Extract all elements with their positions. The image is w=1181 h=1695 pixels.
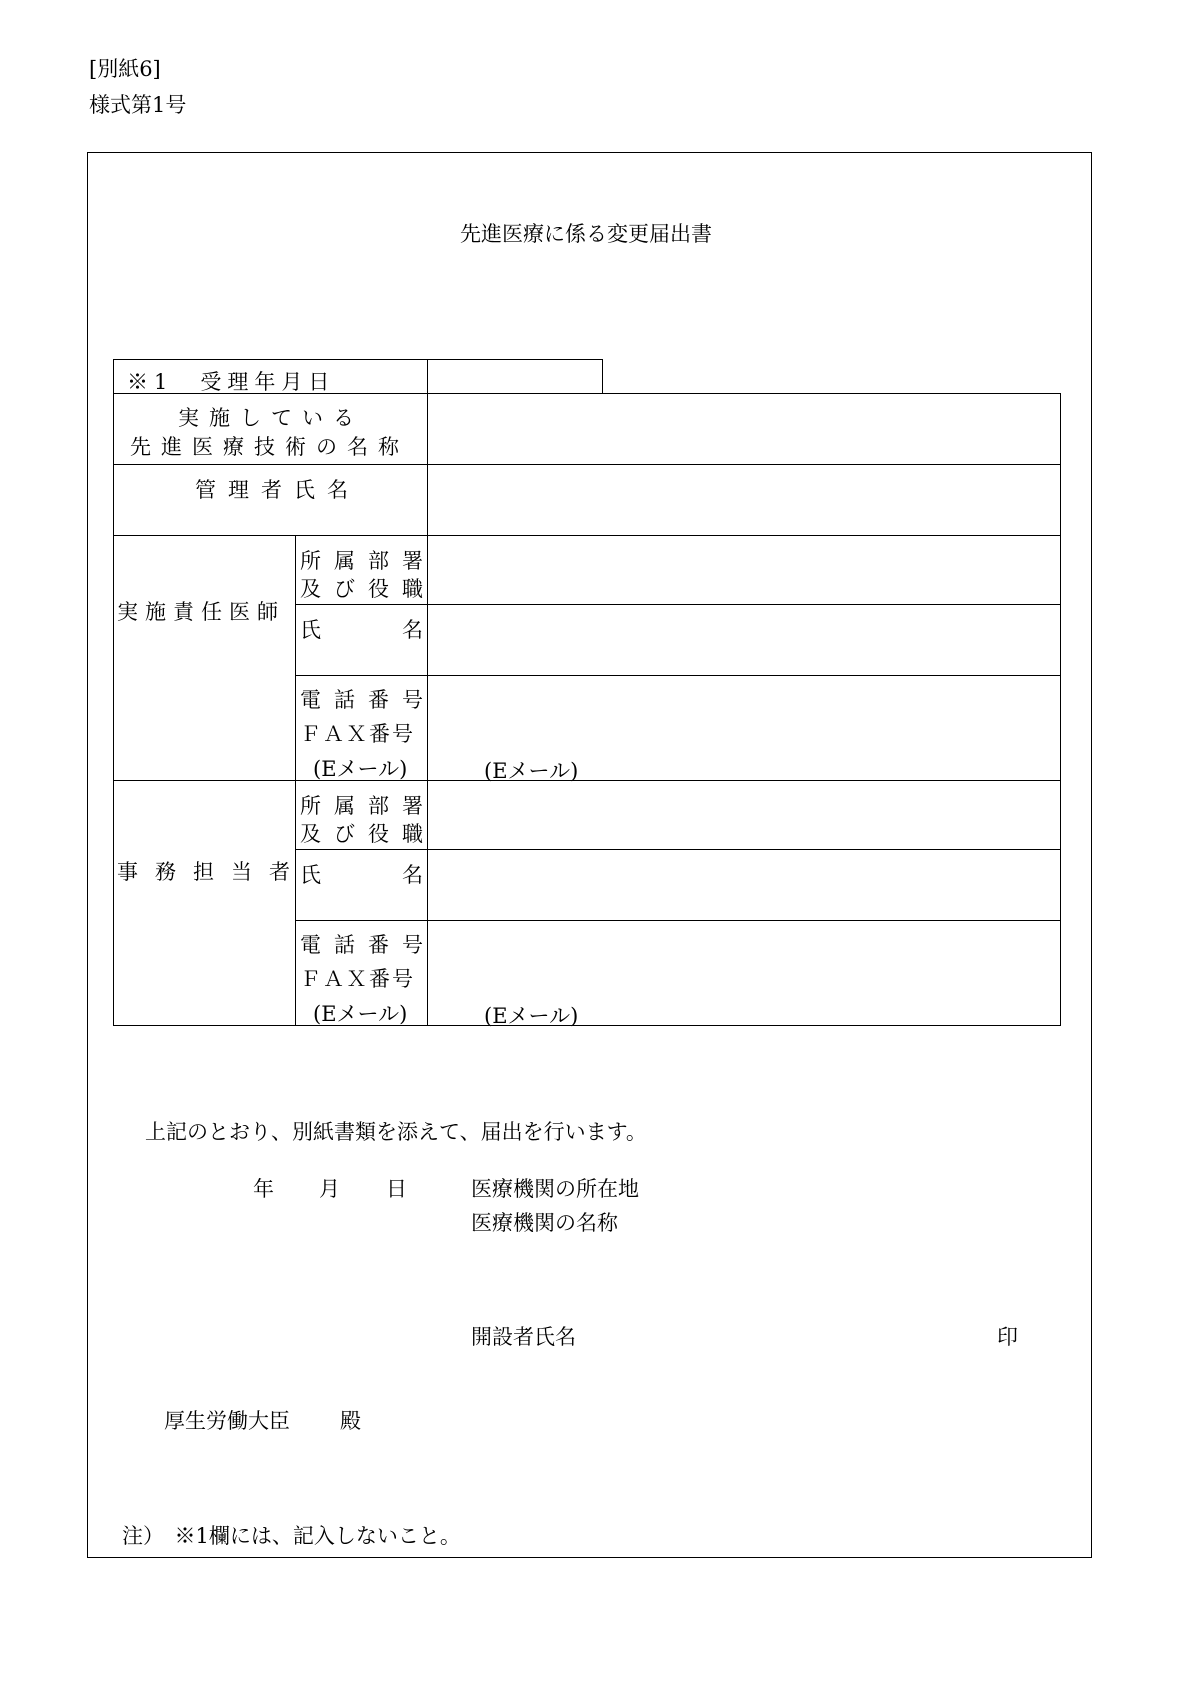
contact-name-label-left: 氏 [300, 863, 321, 887]
receipt-date-label: ※1 受理年月日 [127, 370, 336, 394]
table-line [113, 535, 1061, 536]
declaration-statement: 上記のとおり、別紙書類を添えて、届出を行います。 [145, 1120, 647, 1144]
table-line [113, 359, 603, 360]
form-frame [87, 152, 1092, 1558]
contact-email-label: (Eメール) [313, 1002, 408, 1026]
institution-name-label: 医療機関の名称 [471, 1211, 618, 1235]
doctor-fax-label: ＦＡＸ番号 [300, 722, 415, 746]
founder-name-label: 開設者氏名 [471, 1325, 576, 1349]
contact-dept-label-line2: 及び役職 [300, 822, 436, 846]
table-line [1060, 393, 1061, 1026]
table-line [295, 535, 296, 1026]
doctor-name-label-right: 名 [402, 618, 423, 642]
table-line [113, 359, 114, 1026]
contact-email-field[interactable]: (Eメール) [484, 1004, 579, 1028]
addressee: 厚生労働大臣 [164, 1409, 290, 1433]
honorific: 殿 [340, 1409, 361, 1433]
office-contact-label: 事務担当者 [117, 860, 307, 884]
tech-name-label-line1: 実施している [178, 406, 364, 430]
doctor-phone-label: 電話番号 [300, 688, 436, 712]
date-month: 月 [319, 1177, 340, 1201]
date-year: 年 [253, 1177, 274, 1201]
doctor-dept-label-line1: 所属部署 [300, 549, 436, 573]
doctor-email-label: (Eメール) [313, 757, 408, 781]
table-line [295, 604, 1061, 605]
document-title: 先進医療に係る変更届出書 [460, 222, 712, 246]
table-line [113, 780, 1061, 781]
tech-name-label-line2: 先進医療技術の名称 [130, 435, 409, 459]
table-line [295, 849, 1061, 850]
table-line [295, 675, 1061, 676]
seal-mark: 印 [997, 1325, 1018, 1349]
responsible-doctor-label: 実施責任医師 [117, 600, 285, 624]
table-line [113, 464, 1061, 465]
table-line [295, 920, 1061, 921]
contact-name-label-right: 名 [402, 863, 423, 887]
institution-address-label: 医療機関の所在地 [471, 1177, 639, 1201]
contact-dept-label-line1: 所属部署 [300, 794, 436, 818]
attachment-label: [別紙6] [89, 57, 161, 81]
doctor-name-label-left: 氏 [300, 618, 321, 642]
doctor-email-field[interactable]: (Eメール) [484, 759, 579, 783]
form-number: 様式第1号 [89, 93, 187, 117]
contact-fax-label: ＦＡＸ番号 [300, 967, 415, 991]
manager-name-label: 管理者氏名 [195, 478, 360, 502]
doctor-dept-label-line2: 及び役職 [300, 577, 436, 601]
table-line [602, 359, 603, 394]
date-day: 日 [386, 1177, 407, 1201]
table-line [113, 1025, 1061, 1026]
footnote: 注） ※1欄には、記入しないこと。 [122, 1524, 461, 1548]
contact-phone-label: 電話番号 [300, 933, 436, 957]
